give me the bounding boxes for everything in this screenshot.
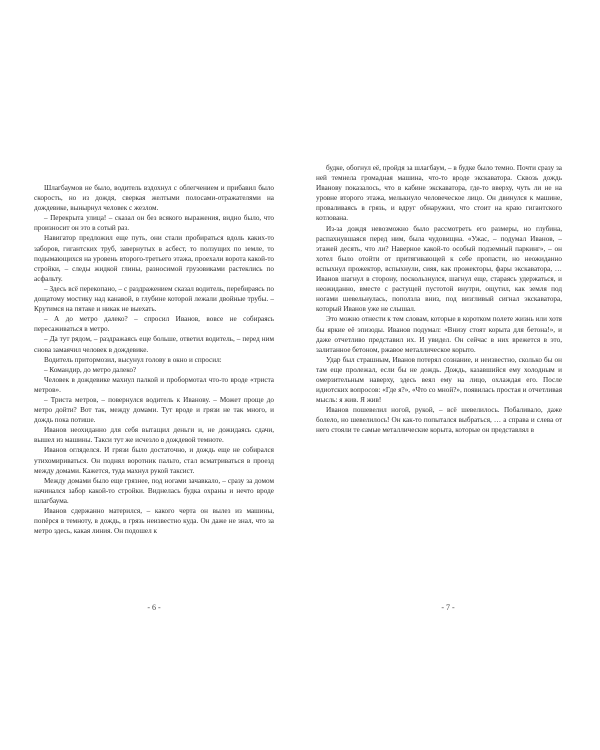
page-number: - 7 - bbox=[441, 603, 455, 612]
paragraph: – А до метро далеко? – спросил Иванов, вовсе не собираясь пересаживаться в метро. bbox=[34, 315, 274, 334]
paragraph: – Командир, до метро далеко? bbox=[44, 365, 137, 374]
paragraph: Иванов пошевелил ногой, рукой, – всё шевелилось. Побаливало, даже болело, но шевелилось! Он как-то попытался выбраться, … а справа и слева от него стояли те самые металлические корыта, которые он представлял в bbox=[316, 406, 562, 435]
paragraph: Шлагбаумов не было, водитель вздохнул с облегчением и прибавил было скорость, но из дождя, сверкая желтыми полосами-отражателями на дождевике, вынырнул человек с жезлом. bbox=[34, 184, 274, 213]
paragraph: Из-за дождя невозможно было рассмотреть его размеры, но глубина, распахнувшаяся перед ним, была чудовищна. «Ужас, – подумал Иванов, – этажей десять, что ли? Наверное какой-то особый подземный паркинг», – он хотел было отойти от притягивающей к себе пропасти, но неожиданно вспыхнул прожектор, вспыхнули, сияя, как прожекторы, фары экскаватора, … Иванов шагнул в сторону, поскользнулся, шагнул еще, стараясь удержаться, и неожиданно, вместе с растущей пустотой внутри, ощутил, как земля под ногами шевельнулась, поползла вниз, под визгливый сигнал экскаватора, который Иванов уже не слышал. bbox=[316, 224, 562, 314]
paragraph: Водитель притормозил, высунул голову в окно и спросил: bbox=[44, 355, 222, 364]
right-page bbox=[300, 0, 600, 750]
paragraph: – Здесь всё перекопано, – с раздражением сказал водитель, перебираясь по дощатому мостику над канавой, в глубине которой лежали двойные трубы. – Крутимся на пятаке и никак не выехать. bbox=[34, 284, 274, 314]
page-number: - 6 - bbox=[147, 603, 161, 612]
paragraph: Навигатор предложил еще путь, они стали пробираться вдоль каких-то заборов, гигантских труб, завернутых в асбест, то ползущих по земле, то подымающихся на уровень второго-третьего этажа, проехали ворота какой-то стройки, – следы жидкой глины, разносимой грузовиками растеклись по асфальту. bbox=[34, 234, 274, 283]
right-page-text bbox=[316, 163, 562, 581]
paragraph: будке, обогнул её, пройдя за шлагбаум, – в будке было темно. Почти сразу за ней темнела громадная машина, что-то вроде экскаватора. Сквозь дождь Иванову показалось, что в кабине экскаватора, где-то вверху, чуть ли не на уровне второго этажа, мелькнуло человеческое лицо. Он двинулся к машине, проваливаясь в грязь, и вдруг обнаружил, что стоит на краю гигантского котлована. bbox=[316, 164, 562, 223]
paragraph: – Триста метров, – повернулся водитель к Иванову. – Может проще до метро дойти? Вот так, между домами. Тут вроде и грязи не так много, и дождь пока потише. bbox=[34, 395, 274, 425]
left-page-text bbox=[34, 183, 274, 581]
paragraph: Иванов неохиданно для себя вытащил деньги и, не дожидаясь сдачи, вышел из машины. Такси тут же исчезло в дождевой темноте. bbox=[34, 426, 274, 445]
paragraph: Иванов огляделся. И грязи было достаточно, и дождь еще не собирался утихомириваться. Он поднял воротник пальто, стал всматриваться в проезд между домами. Кажется, туда махнул рукой таксист. bbox=[34, 446, 274, 475]
paragraph: Между домами было еще грязнее, под ногами зачавкало, – сразу за домом начинался забор какой-то стройки. Виднелась будка охраны и нечто вроде шлагбаума. bbox=[34, 476, 274, 505]
paragraph: Удар был страшным, Иванов потерял сознание, и неизвестно, сколько бы он там еще пролежал, если бы не дождь. Дождь, казавшийся ему холодным и омерзительным наверху, здесь веял ему на лицо, охлаждая его. После идиотских вопросов: «Где я?», «Что со мной?», появилась простая и отчетливая мысль: я жив. Я жив! bbox=[316, 355, 562, 405]
paragraph: – Да тут рядом, – раздражаясь еще больше, ответил водитель, – перед ним снова замаячил человек в дождевике. bbox=[34, 335, 274, 354]
paragraph: Иванов сдержанно матерился, – какого черта он вылез из машины, попёрся в темноту, в дождь, в грязь неизвестно куда. Он даже не знал, что за метро здесь, какая линия. Он подошел к bbox=[34, 507, 274, 536]
paragraph: – Перекрыта улица! – сказал он без всякого выражения, видно было, что произносит он это в сотый раз. bbox=[34, 214, 274, 233]
paragraph: Человек в дождевике махнул палкой и пробормотал что-то вроде «триста метров». bbox=[34, 375, 274, 394]
paragraph: Это можно отнести к тем словам, которые в коротком полете жизнь или хотя бы яркие её эпизоды. Иванов подумал: «Внизу стоят корыта для бетона!», и даже отчетливо представил их. И увидел. Он сейчас в них врежется в это, залитанное бетоном, ржавое металлическое корыто. bbox=[316, 315, 562, 354]
